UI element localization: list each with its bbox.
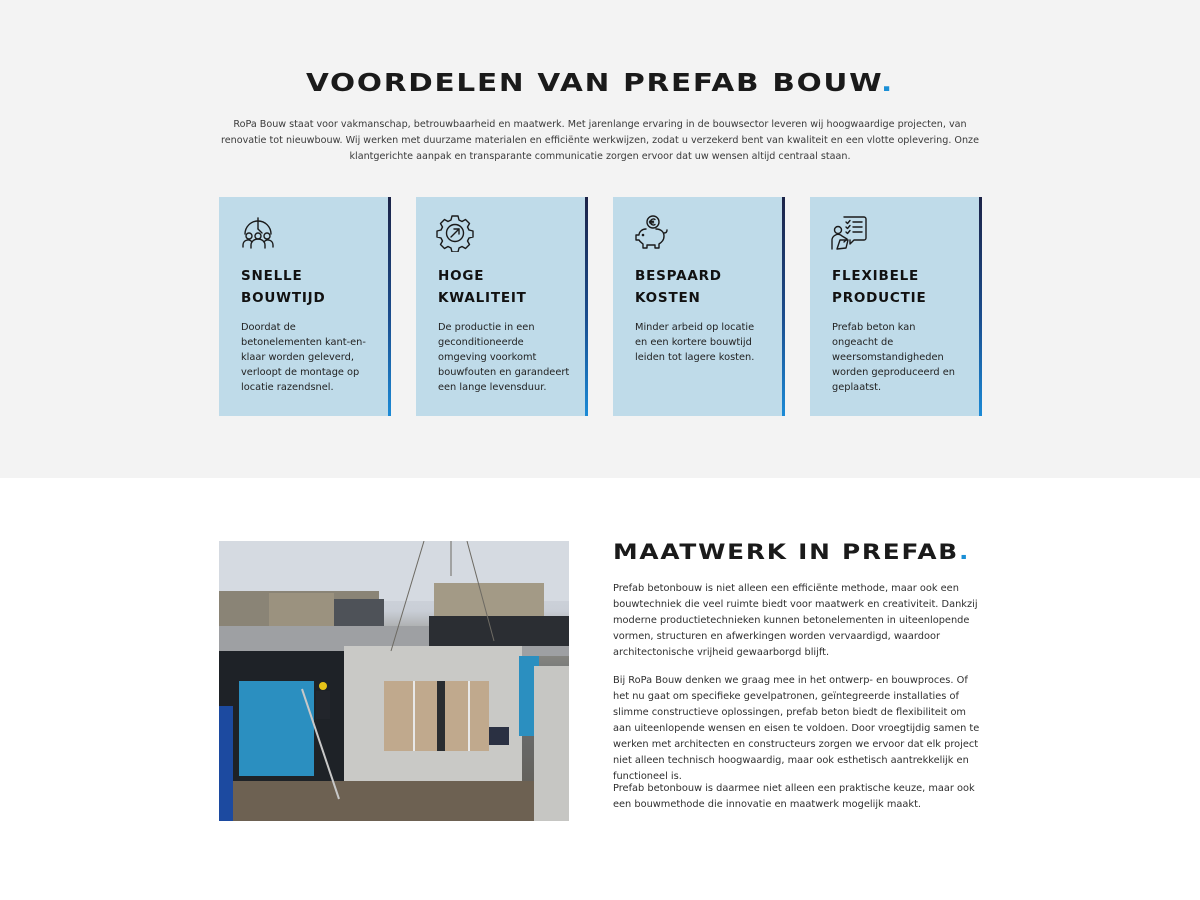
benefit-card-hoge-kwaliteit [416, 197, 588, 416]
benefit-cards [219, 197, 983, 416]
card-text: Minder arbeid op locatie en een kortere bouwtijd leiden tot lagere kosten. [635, 322, 755, 363]
clock-team-icon [239, 214, 277, 252]
benefit-card-snelle-bouwtijd [219, 197, 391, 416]
title-accent-dot: . [881, 68, 895, 97]
custom-paragraph-1: Prefab betonbouw is niet alleen een efficiënte methode, maar ook een bouwtechniek die veel ruimte biedt voor maatwerk en creativiteit. Dankzij moderne productietechnieken kunnen betonelementen in uiteenlopende vormen, structuren en afwerkingen worden vervaardigd, waardoor architectonische vrijheid gewaarborgd blijft. [613, 583, 978, 658]
card-title: FLEXIBELE PRODUCTIE [832, 268, 927, 306]
benefits-intro: RoPa Bouw staat voor vakmanschap, betrouwbaarheid en maatwerk. Met jarenlange ervaring in de bouwsector leveren wij hoogwaardige projecten, van renovatie tot nieuwbouw. Wij werken met duurzame materialen en efficiënte werkwijzen, zodat u verzekerd bent van kwaliteit en een vlotte oplevering. Onze klantgerichte aanpak en transparante communicatie zorgen ervoor dat uw wensen altijd centraal staan. [220, 119, 979, 162]
card-text: Prefab beton kan ongeacht de weersomstandigheden worden geproduceerd en geplaatst. [832, 322, 955, 393]
card-text: Doordat de betonelementen kant-en-klaar worden geleverd, verloopt de montage op locatie razendsnel. [241, 322, 366, 393]
custom-title: MAATWERK IN PREFAB. [613, 540, 971, 564]
benefit-card-bespaard-kosten [613, 197, 785, 416]
card-text: De productie in een geconditioneerde omgeving voorkomt bouwfouten en garandeert een lange levensduur. [438, 322, 570, 393]
title-accent-dot: . [958, 540, 971, 564]
card-title: HOGE KWALITEIT [438, 268, 527, 306]
custom-paragraph-2: Bij RoPa Bouw denken we graag mee in het ontwerp- en bouwproces. Of het nu gaat om specifieke gevelpatronen, geïntegreerde installaties of slimme constructieve oplossingen, prefab beton biedt de flexibiliteit om aan uiteenlopende wensen en eisen te voldoen. Door vroegtijdig samen te werken met architecten en constructeurs zorgen we ervoor dat elk project niet alleen technisch hoogwaardig, maar ook esthetisch aantrekkelijk en functioneel is. [613, 675, 980, 782]
custom-paragraph-3: Prefab betonbouw is daarmee niet alleen een praktische keuze, maar ook een bouwmethode die innovatie en maatwerk mogelijk maakt. [613, 783, 975, 810]
card-title: SNELLE BOUWTIJD [241, 268, 326, 306]
card-title: BESPAARD KOSTEN [635, 268, 722, 306]
gear-arrow-icon [436, 214, 474, 252]
person-checklist-icon [830, 214, 868, 252]
benefit-card-flexibele-productie [810, 197, 982, 416]
piggy-bank-euro-icon [633, 214, 671, 252]
construction-site-photo [219, 541, 569, 821]
benefits-title: VOORDELEN VAN PREFAB BOUW. [305, 68, 895, 97]
